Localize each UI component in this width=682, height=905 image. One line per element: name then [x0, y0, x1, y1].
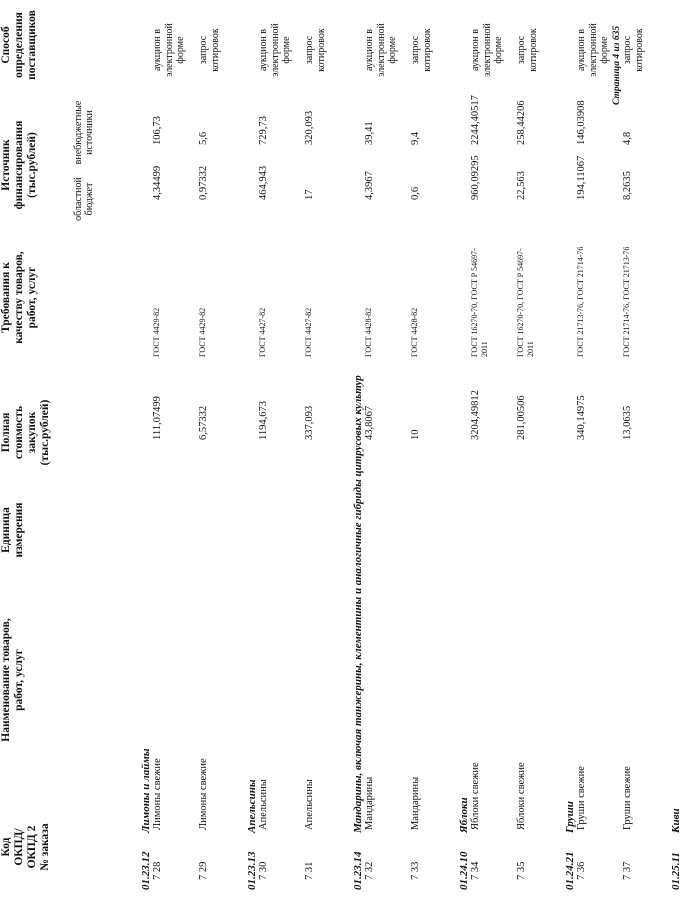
- row-name: Мандарины: [364, 776, 375, 830]
- row-funding-regional: 22,563: [516, 171, 527, 200]
- header-name: Наименование товаров, работ, услуг: [0, 618, 25, 742]
- row-quality: ГОСТ 4429-82: [152, 307, 161, 357]
- row-number: 7 32: [364, 861, 375, 880]
- header-funding-extra: внебюджетные источники: [73, 100, 95, 165]
- row-method: аукцион в электронной форме: [152, 23, 186, 77]
- row-quality: ГОСТ 16270-70, ГОСТ Р 54697-2011: [516, 248, 535, 357]
- row-funding-extra: 5,6: [198, 131, 209, 145]
- row-number: 7 37: [622, 861, 633, 880]
- group-title: Мандарины, включая танжерины, клементины и аналогичные гибриды цитрусовых культур: [352, 375, 364, 833]
- row-cost: 6,57332: [198, 405, 209, 440]
- row-method: аукцион в электронной форме: [364, 23, 398, 77]
- group-title: Лимоны и лаймы: [140, 748, 152, 833]
- row-cost: 281,00506: [516, 395, 527, 440]
- row-quality: ГОСТ 21713-76, ГОСТ 21714-76: [576, 246, 585, 357]
- row-funding-extra: 258,44206: [516, 100, 527, 145]
- group-heading: 01.25.11: [670, 852, 682, 890]
- row-quality: ГОСТ 4428-82: [364, 307, 373, 357]
- row-number: 7 29: [198, 861, 209, 880]
- row-quality: ГОСТ 16270-70, ГОСТ Р 54697-2011: [470, 248, 489, 357]
- header-method: Способ определения поставщиков: [0, 10, 38, 80]
- row-method: запрос котировок: [622, 28, 645, 72]
- row-funding-extra: 146,03908: [576, 100, 587, 145]
- row-name: Апельсины: [304, 779, 315, 830]
- header-unit: Единица измерения: [0, 502, 25, 558]
- row-number: 7 30: [258, 861, 269, 880]
- row-funding-regional: 464,943: [258, 165, 269, 200]
- row-funding-extra: 9,4: [410, 131, 421, 145]
- group-title: Киви: [670, 808, 682, 833]
- row-name: Яблоки свежие: [516, 762, 527, 830]
- row-funding-regional: 4,34499: [152, 165, 163, 200]
- row-funding-extra: 320,093: [304, 110, 315, 145]
- row-quality: ГОСТ 4429-82: [198, 307, 207, 357]
- group-heading: 01.23.13: [246, 851, 258, 890]
- header-cost: Полная стоимость закупок (тыс.рублей): [0, 399, 51, 466]
- row-name: Груши свежие: [622, 766, 633, 830]
- group-heading: 01.24.21: [564, 851, 576, 890]
- row-funding-extra: 2244,40517: [470, 95, 481, 145]
- row-funding-regional: 8,2635: [622, 171, 633, 200]
- group-title: Яблоки: [458, 797, 470, 833]
- page-number: Страница 4 из 635: [612, 25, 622, 105]
- row-name: Лимоны свежие: [198, 758, 209, 830]
- row-funding-extra: 729,73: [258, 116, 269, 145]
- row-method: аукцион в электронной форме: [470, 23, 504, 77]
- row-name: Груши свежие: [576, 766, 587, 830]
- row-quality: ГОСТ 4428-82: [410, 307, 419, 357]
- row-quality: ГОСТ 4427-82: [258, 307, 267, 357]
- row-number: 7 31: [304, 861, 315, 880]
- header-funding-regional: областной бюджет: [73, 177, 95, 221]
- row-number: 7 36: [576, 861, 587, 880]
- row-name: Яблоки свежие: [470, 762, 481, 830]
- row-name: Мандарины: [410, 776, 421, 830]
- header-funding: Источник финансирования (тыс.рублей): [0, 120, 38, 210]
- row-cost: 111,07499: [152, 396, 163, 440]
- row-quality: ГОСТ 4427-82: [304, 307, 313, 357]
- row-number: 7 33: [410, 861, 421, 880]
- row-cost: 337,093: [304, 405, 315, 440]
- header-quality: Требования к качеству товаров, работ, услуг: [0, 251, 38, 344]
- row-funding-regional: 960,09295: [470, 155, 481, 200]
- row-funding-regional: 4,3967: [364, 171, 375, 200]
- row-method: запрос котировок: [410, 28, 433, 72]
- row-quality: ГОСТ 21714-76, ГОСТ 21713-76: [622, 246, 631, 357]
- group-title: Груши: [564, 801, 576, 833]
- row-method: аукцион в электронной форме: [576, 23, 610, 77]
- row-cost: 3204,49812: [470, 390, 481, 440]
- row-name: Апельсины: [258, 779, 269, 830]
- row-name: Лимоны свежие: [152, 758, 163, 830]
- row-method: запрос котировок: [198, 28, 221, 72]
- row-method: аукцион в электронной форме: [258, 23, 292, 77]
- row-number: 7 34: [470, 861, 481, 880]
- row-funding-regional: 0,6: [410, 186, 421, 200]
- row-cost: 340,14975: [576, 395, 587, 440]
- row-method: запрос котировок: [304, 28, 327, 72]
- group-heading: 01.24.10: [458, 851, 470, 890]
- group-heading: 01.23.12: [140, 851, 152, 890]
- row-cost: 10: [410, 429, 421, 440]
- row-method: запрос котировок: [516, 28, 539, 72]
- group-heading: 01.23.14: [352, 851, 364, 890]
- row-cost: 43,8067: [364, 405, 375, 440]
- row-funding-regional: 0,97332: [198, 165, 209, 200]
- row-number: 7 28: [152, 861, 163, 880]
- row-number: 7 35: [516, 861, 527, 880]
- row-funding-regional: 17: [304, 189, 315, 200]
- row-cost: 1194,673: [258, 401, 269, 440]
- header-code: Код ОКПД/ ОКПД 2 № заказа: [0, 823, 51, 871]
- row-funding-extra: 4,8: [622, 131, 633, 145]
- group-title: Апельсины: [246, 779, 258, 833]
- row-funding-extra: 39,41: [364, 121, 375, 145]
- row-cost: 13,0635: [622, 405, 633, 440]
- row-funding-extra: 106,73: [152, 116, 163, 145]
- row-funding-regional: 194,11067: [576, 155, 587, 200]
